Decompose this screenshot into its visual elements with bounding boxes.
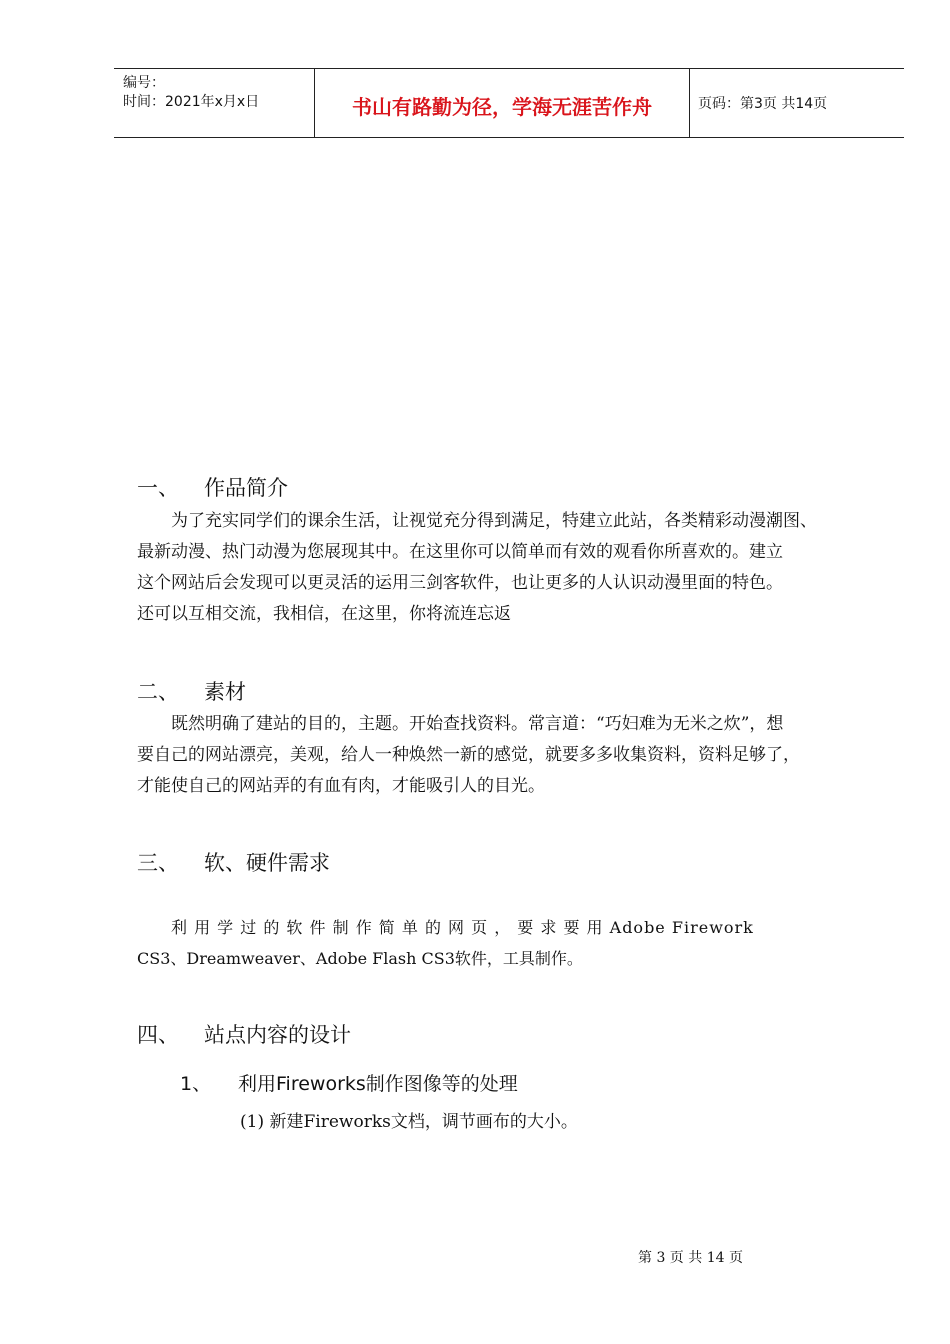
header-motto-cell	[314, 69, 690, 137]
section-title: 素材	[204, 680, 246, 704]
paragraph-line: 这个网站后会发现可以更灵活的运用三剑客软件，也让更多的人认识动漫里面的特色。	[137, 573, 783, 593]
subsection-number: 1、	[180, 1073, 212, 1095]
paragraph-line: 才能使自己的网站弄的有血有肉，才能吸引人的目光。	[137, 776, 545, 796]
header-page-cell	[689, 69, 904, 137]
header-time-label: 时间：2021年x月x日	[123, 94, 260, 110]
subsection-title: 利用Fireworks制作图像等的处理	[238, 1073, 518, 1095]
page-footer: 第 3 页 共 14 页	[638, 1250, 743, 1266]
paragraph-line: 要自己的网站漂亮，美观，给人一种焕然一新的感觉，就要多多收集资料，资料足够了，	[137, 745, 800, 765]
section-heading-1	[137, 472, 288, 502]
section-heading-2	[137, 676, 246, 706]
header-meta-cell	[114, 69, 314, 137]
page-header	[114, 68, 904, 138]
paragraph-line: 既然明确了建站的目的，主题。开始查找资料。常言道：“巧妇难为无米之炊”，想	[171, 714, 784, 734]
header-motto: 书山有路勤为径，学海无涯苦作舟	[352, 95, 652, 119]
section-number: 一、	[137, 476, 179, 500]
section-heading-3	[137, 847, 330, 877]
section-title: 站点内容的设计	[204, 1023, 351, 1047]
paragraph-line: 利 用 学 过 的 软 件 制 作 简 单 的 网 页 ， 要 求 要 用 Adobe Firework	[171, 918, 754, 937]
paragraph-line: 最新动漫、热门动漫为您展现其中。在这里你可以简单而有效的观看你所喜欢的。建立	[137, 542, 783, 562]
section-heading-4	[137, 1019, 351, 1049]
section-title: 作品简介	[204, 476, 288, 500]
step-text: (1) 新建Fireworks文档，调节画布的大小。	[240, 1112, 578, 1132]
paragraph-line: 还可以互相交流，我相信，在这里，你将流连忘返	[137, 604, 511, 624]
paragraph-line: 为了充实同学们的课余生活，让视觉充分得到满足，特建立此站，各类精彩动漫潮图、	[171, 511, 817, 531]
header-number-label: 编号：	[123, 75, 165, 91]
paragraph-line: CS3、Dreamweaver、Adobe Flash CS3软件，工具制作。	[137, 949, 583, 968]
section-number: 二、	[137, 680, 179, 704]
section-body-3	[137, 912, 897, 974]
section-title: 软、硬件需求	[204, 851, 330, 875]
header-page-info: 页码：第3页 共14页	[698, 96, 828, 112]
section-number: 四、	[137, 1023, 179, 1047]
subsection-heading	[180, 1069, 518, 1096]
section-body-2	[137, 709, 897, 802]
section-number: 三、	[137, 851, 179, 875]
section-body-1	[137, 506, 897, 630]
